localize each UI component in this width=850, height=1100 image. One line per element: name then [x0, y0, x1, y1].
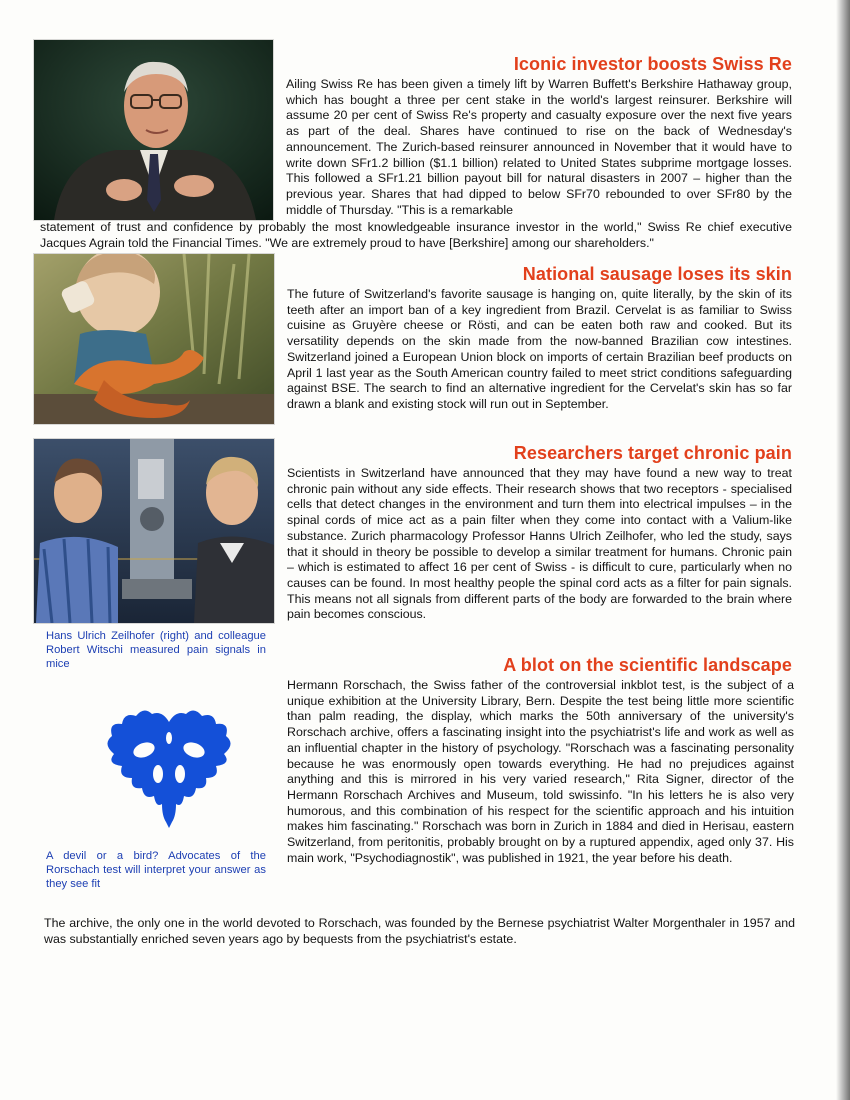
article-sausage — [0, 250, 850, 440]
headline-swiss-re: Iconic investor boosts Swiss Re — [513, 54, 792, 74]
article-swiss-re — [0, 0, 850, 255]
article-body-rorschach-continued: The archive, the only one in the world devoted to Rorschach, was founded by the Bernese psychiatrist Walter Morgenthaler in 1957 and was substantially enriched seven years ago by bequests from the psychiatrist's estate. — [44, 916, 795, 946]
article-body-chronic-pain: Scientists in Switzerland have announced that they may have found a new way to treat chronic pain without any side effects. Their research shows that two receptors - specialised cells that detect changes in the environment and turn them into electrical impulses – in the spinal cords of mice act as a pain filter when they come into contact with a Valium-like substance. Zurich pharmacology Professor Hanns Ulrich Zeilhofer, who led the study, says that it should in theory be possible to develop a similar treatment for humans. Chronic pain – which is estimated to affect 16 per cent of Swiss - is difficult to cure, particularly when no causes can be found. In most healthy people the spinal cord acts as a filter for pain signals. This means not all signals from different parts of the body are forwarded to the brain where pain becomes conscious. — [287, 466, 792, 622]
article-rorschach — [0, 650, 850, 960]
buffett-photo — [34, 40, 273, 220]
article-body-swiss-re-continued: statement of trust and confidence by probably the most knowledgeable insurance investor in the world," Swiss Re chief executive Jacques Agrain told the Financial Times. "We are extremely proud to have [Berkshire] among our shareholders." — [40, 220, 792, 250]
article-body-swiss-re: Ailing Swiss Re has been given a timely lift by Warren Buffett's Berkshire Hathaway group, which has bought a three per cent stake in the world's largest reinsurer. Berkshire will assume 20 per cent of Swiss Re's property and casualty exposure over the next five years as part of the deal. Shares have continued to rise on the back of Wednesday's announcement. The Zurich-based reinsurer announced in November that it would have to write down SFr1.2 billion ($1.1 billion) related to United States subprime mortgage losses. This followed a SFr1.21 billion payout bill for natural disasters in 2007 – higher than the previous year. Shares that had dipped to below SFr70 rebounded to over SFr80 by the middle of Thursday. "This is a remarkable — [286, 77, 792, 217]
headline-sausage: National sausage loses its skin — [522, 264, 792, 284]
headline-chronic-pain: Researchers target chronic pain — [513, 443, 792, 463]
photo-caption-researchers: Hans Ulrich Zeilhofer (right) and colleague Robert Witschi measured pain signals in mice — [46, 630, 266, 671]
researchers-photo — [34, 439, 274, 623]
article-body-rorschach: Hermann Rorschach, the Swiss father of the controversial inkblot test, is the subject of a unique exhibition at the University Library, Bern. Despite the test being little more scientific than palm reading, the display, which marks the 50th anniversary of the university's Rorschach archive, offers a fascinating insight into the psychiatrist's life and work as well as an influential chapter in the history of psychology. "Rorschach was a fascinating personality because he was enormously open towards everything. He had no prejudices against anything and this is mirrored in his very varied research," Rita Signer, director of the Hermann Rorschach Archives and Museum, told swissinfo. "In his letters he is also very humorous, and this combination of his respect for the scientific approach and his intuition makes him fascinating." Rorschach was born in Zurich in 1884 and died in Herisau, eastern Switzerland, from peritonitis, probably brought on by a ruptured appendix, aged only 37. His main work, "Psychodiagnostik", was published in 1921, the year before his death. — [287, 678, 794, 865]
photo-caption-inkblot: A devil or a bird? Advocates of the Rorschach test will interpret your answer as they see fit — [46, 850, 266, 891]
headline-rorschach: A blot on the scientific landscape — [503, 655, 792, 675]
inkblot-image — [100, 704, 238, 832]
child-sausage-photo — [34, 254, 274, 424]
article-body-sausage: The future of Switzerland's favorite sausage is hanging on, quite literally, by the skin of its teeth after an import ban of a key ingredient from Brazil. Cervelat is as familiar to Swiss cuisine as Gruyère cheese or Rösti, and can be eaten both raw and cooked. But its versatility depends on the skin made from the now-banned Brazilian cow intestines. Switzerland joined a European Union block on imports of certain Brazilian beef products on April 1 last year as the South American country failed to meet strict conditions safeguarding against BSE. The search to find an alternative ingredient for the Cervelat's skin has so far drawn a blank and existing stock will run out in September. — [287, 287, 792, 411]
article-chronic-pain — [0, 435, 850, 670]
